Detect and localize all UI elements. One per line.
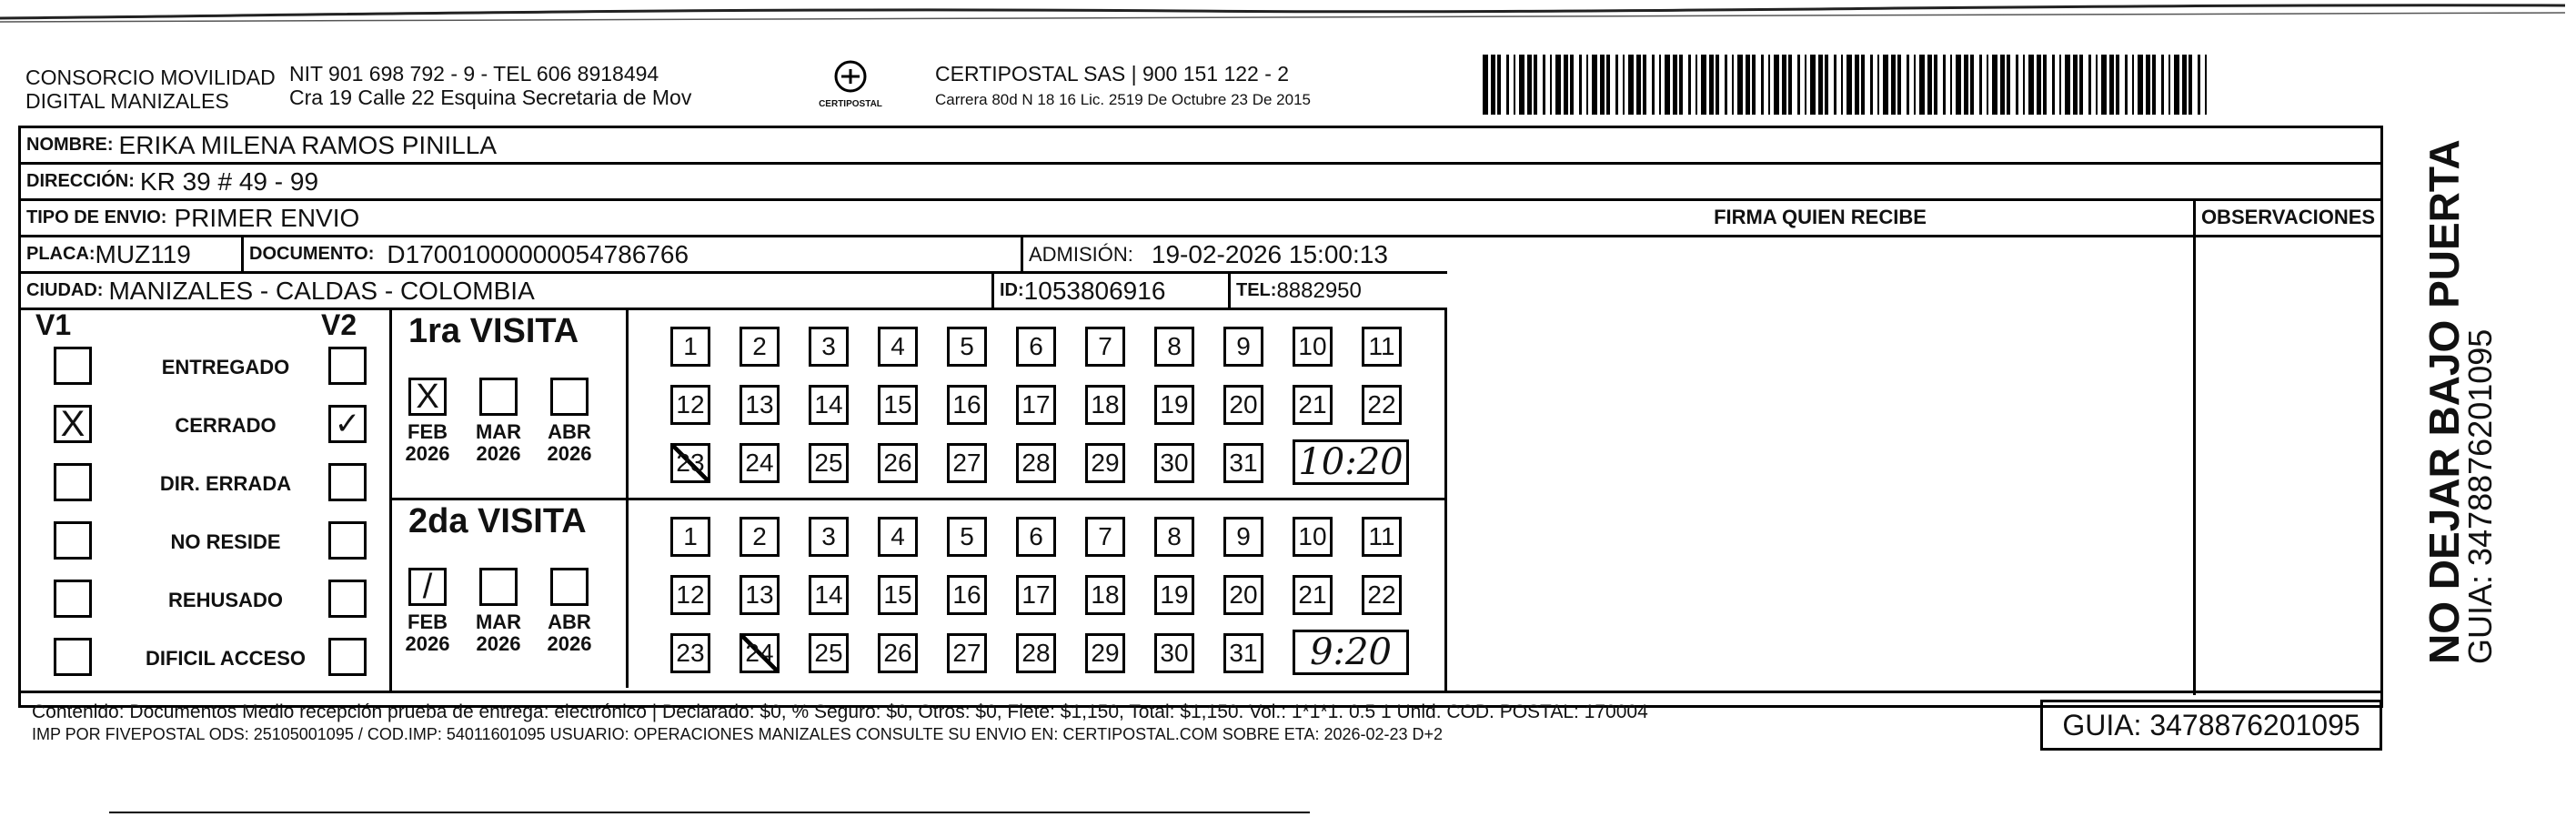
month-year: 2026 [476, 632, 521, 656]
address-row [21, 165, 2380, 201]
recipient-address: KR 39 # 49 - 99 [139, 166, 319, 196]
month-checkbox[interactable]: X [408, 378, 447, 416]
document-label: DOCUMENTO: [249, 244, 375, 264]
day-checkbox[interactable]: 12 [670, 385, 710, 425]
day-checkbox[interactable]: 1 [670, 517, 710, 557]
month-name: FEB [408, 420, 448, 443]
status-label: REHUSADO [168, 589, 283, 611]
courier-line-2: Carrera 80d N 18 16 Lic. 2519 De Octubre 23 De 2015 [935, 91, 1311, 109]
id-value: 1053806916 [1023, 276, 1166, 305]
visit-time: 10:20 [1293, 439, 1409, 485]
month-checkbox[interactable] [550, 378, 589, 416]
month-label [396, 421, 459, 465]
day-checkbox[interactable]: 16 [947, 575, 987, 615]
day-checkbox[interactable]: 5 [947, 327, 987, 367]
nit-line: NIT 901 698 792 - 9 - TEL 606 8918494 [289, 62, 659, 86]
admission-value: 19-02-2026 15:00:13 [1151, 239, 1388, 268]
v2-checkbox[interactable]: ✓ [328, 405, 367, 443]
day-checkbox[interactable]: 30 [1154, 633, 1194, 673]
day-checkbox[interactable]: 26 [878, 633, 918, 673]
day-checkbox[interactable]: 20 [1223, 575, 1263, 615]
v2-header: V2 [321, 308, 357, 341]
content-line: Contenido: Documentos Medio recepción prueba de entrega: electrónico | Declarado: $0, % Seguro: $0, Otros: $0, Flete: $1,150, Total: $1,150. Vol.: 1*1*1. 0.5 1 Unid. COD. POSTAL: 170004 [32, 701, 1648, 722]
month-checkbox[interactable]: / [408, 568, 447, 606]
status-label: DIR. ERRADA [159, 472, 292, 495]
day-checkbox[interactable]: 27 [947, 633, 987, 673]
v1-checkbox[interactable] [54, 638, 92, 676]
v2-checkbox[interactable] [328, 580, 367, 618]
visit-time: 9:20 [1293, 630, 1409, 675]
day-checkbox[interactable]: 21 [1293, 575, 1333, 615]
day-checkbox[interactable]: 13 [740, 575, 780, 615]
month-name: ABR [548, 420, 591, 443]
name-row [21, 128, 2380, 165]
month-year: 2026 [547, 632, 592, 656]
month-name: FEB [408, 610, 448, 633]
day-checkbox[interactable]: 28 [1016, 443, 1056, 483]
day-checkbox[interactable]: 10 [1293, 327, 1333, 367]
month-name: ABR [548, 610, 591, 633]
issuer-line-1: CONSORCIO MOVILIDAD [25, 66, 276, 89]
send-type-label: TIPO DE ENVIO: [26, 207, 167, 227]
status-label: CERRADO [175, 414, 277, 437]
day-checkbox[interactable]: 16 [947, 385, 987, 425]
visit-month-area [392, 310, 629, 498]
bottom-tear-line [109, 812, 1310, 813]
send-type-value: PRIMER ENVIO [174, 203, 360, 232]
v2-checkbox[interactable] [328, 463, 367, 501]
visit-title: 2da VISITA [408, 502, 587, 540]
day-checkbox[interactable]: 13 [740, 385, 780, 425]
month-label [467, 421, 530, 465]
day-checkbox[interactable]: 17 [1016, 575, 1056, 615]
month-year: 2026 [476, 442, 521, 466]
day-checkbox[interactable]: 23 [670, 633, 710, 673]
month-year: 2026 [405, 632, 450, 656]
v2-checkbox[interactable] [328, 521, 367, 560]
day-checkbox[interactable]: 6 [1016, 327, 1056, 367]
v1-checkbox[interactable] [54, 463, 92, 501]
name-label: NOMBRE: [26, 135, 114, 155]
side-vertical-text [2420, 139, 2499, 664]
city-value: MANIZALES - CALDAS - COLOMBIA [108, 276, 535, 305]
day-checkbox[interactable]: 31 [1223, 633, 1263, 673]
send-type-row [21, 201, 1447, 237]
day-checkbox[interactable]: 24 [740, 633, 780, 673]
day-checkbox[interactable]: 25 [809, 633, 849, 673]
month-label [467, 611, 530, 655]
month-checkbox[interactable] [479, 568, 518, 606]
status-label: ENTREGADO [161, 356, 290, 378]
status-label: DIFICIL ACCESO [145, 647, 306, 670]
day-checkbox[interactable]: 24 [740, 443, 780, 483]
day-checkbox[interactable]: 19 [1154, 575, 1194, 615]
day-checkbox[interactable]: 14 [809, 385, 849, 425]
day-checkbox[interactable]: 18 [1085, 385, 1125, 425]
v2-checkbox[interactable] [328, 347, 367, 385]
city-row [21, 274, 1447, 310]
city-label: CIUDAD: [26, 280, 104, 300]
month-name: MAR [475, 420, 522, 443]
status-label: NO RESIDE [170, 530, 281, 553]
guia-box: GUIA: 3478876201095 [2040, 700, 2382, 751]
day-checkbox[interactable]: 15 [878, 575, 918, 615]
day-checkbox[interactable]: 15 [878, 385, 918, 425]
courier-details [935, 62, 1311, 110]
day-checkbox[interactable]: 9 [1223, 327, 1263, 367]
day-checkbox[interactable]: 29 [1085, 443, 1125, 483]
day-checkbox[interactable]: 28 [1016, 633, 1056, 673]
v1-checkbox[interactable] [54, 347, 92, 385]
id-label: ID: [1000, 280, 1024, 300]
day-checkbox[interactable]: 26 [878, 443, 918, 483]
signature-column [1447, 199, 2196, 695]
day-checkbox[interactable]: 5 [947, 517, 987, 557]
day-checkbox[interactable]: 11 [1362, 327, 1402, 367]
day-checkbox[interactable]: 1 [670, 327, 710, 367]
issuer-line-2: DIGITAL MANIZALES [25, 89, 229, 114]
top-tear-line [0, 2, 2565, 25]
day-checkbox[interactable]: 22 [1362, 385, 1402, 425]
day-checkbox[interactable]: 20 [1223, 385, 1263, 425]
issuer-name [25, 66, 276, 114]
courier-line-1: CERTIPOSTAL SAS | 900 151 122 - 2 [935, 62, 1290, 86]
plate-label: PLACA: [26, 244, 96, 264]
plate-row [21, 237, 1447, 274]
visit-block [392, 500, 1447, 691]
v2-checkbox[interactable] [328, 638, 367, 676]
day-checkbox[interactable]: 29 [1085, 633, 1125, 673]
v1-header: V1 [35, 308, 72, 341]
day-checkbox[interactable]: 31 [1223, 443, 1263, 483]
address-label: DIRECCIÓN: [26, 171, 135, 191]
day-checkbox[interactable]: 19 [1154, 385, 1194, 425]
delivery-form [18, 126, 2383, 743]
day-checkbox[interactable]: 22 [1362, 575, 1402, 615]
day-checkbox[interactable]: 3 [809, 327, 849, 367]
tracking-barcode [1483, 55, 2210, 115]
issuer-details [289, 62, 691, 110]
day-checkbox[interactable]: 11 [1362, 517, 1402, 557]
visit-block [392, 310, 1447, 500]
signature-header: FIRMA QUIEN RECIBE [1447, 199, 2193, 237]
v1-checkbox[interactable] [54, 521, 92, 560]
tel-label: TEL: [1236, 280, 1277, 300]
day-checkbox[interactable]: 7 [1085, 517, 1125, 557]
month-label [396, 611, 459, 655]
day-checkbox[interactable]: 8 [1154, 517, 1194, 557]
day-checkbox[interactable]: 18 [1085, 575, 1125, 615]
day-checkbox[interactable]: 25 [809, 443, 849, 483]
v1-checkbox[interactable]: X [54, 405, 92, 443]
no-dejar-warning: NO DEJAR BAJO PUERTA [2420, 139, 2468, 664]
month-name: MAR [475, 610, 522, 633]
visit-month-area [392, 500, 629, 688]
day-checkbox[interactable]: 12 [670, 575, 710, 615]
admission-label: ADMISIÓN: [1029, 242, 1133, 266]
issuer-address-line: Cra 19 Calle 22 Esquina Secretaria de Mov [289, 86, 692, 110]
imp-line: IMP POR FIVEPOSTAL ODS: 25105001095 / COD.IMP: 54011601095 USUARIO: OPERACIONES MANIZALES CONSULTE SU ENVIO EN: CERTIPOSTAL.COM SOBRE ETA: 2026-02-23 D+2 [32, 725, 1444, 743]
day-checkbox[interactable]: 4 [878, 327, 918, 367]
month-year: 2026 [405, 442, 450, 466]
month-label [538, 421, 601, 465]
day-checkbox[interactable]: 8 [1154, 327, 1194, 367]
v1-checkbox[interactable] [54, 580, 92, 618]
day-checkbox[interactable]: 4 [878, 517, 918, 557]
day-checkbox[interactable]: 27 [947, 443, 987, 483]
side-guia: GUIA: 3478876201095 [2461, 328, 2499, 664]
day-checkbox[interactable]: 2 [740, 327, 780, 367]
document-value: D17001000000054786766 [387, 239, 689, 268]
day-checkbox[interactable]: 17 [1016, 385, 1056, 425]
day-checkbox[interactable]: 9 [1223, 517, 1263, 557]
month-label [538, 611, 601, 655]
month-checkbox[interactable] [550, 568, 589, 606]
day-checkbox[interactable]: 14 [809, 575, 849, 615]
day-checkbox[interactable]: 6 [1016, 517, 1056, 557]
day-checkbox[interactable]: 23 [670, 443, 710, 483]
day-checkbox[interactable]: 3 [809, 517, 849, 557]
observations-header: OBSERVACIONES [2196, 199, 2380, 237]
emblem-caption: CERTIPOSTAL [819, 99, 882, 109]
status-area [21, 310, 1447, 691]
visit-title: 1ra VISITA [408, 312, 579, 350]
recipient-name: ERIKA MILENA RAMOS PINILLA [118, 130, 498, 159]
footer-divider [21, 691, 2380, 693]
plate-value: MUZ119 [95, 239, 191, 268]
day-checkbox[interactable]: 2 [740, 517, 780, 557]
day-checkbox[interactable]: 10 [1293, 517, 1333, 557]
tel-value: 8882950 [1276, 277, 1362, 303]
month-year: 2026 [547, 442, 592, 466]
day-checkbox[interactable]: 30 [1154, 443, 1194, 483]
day-checkbox[interactable]: 21 [1293, 385, 1333, 425]
observations-column [2196, 199, 2380, 695]
month-checkbox[interactable] [479, 378, 518, 416]
certipostal-emblem-icon [814, 58, 887, 113]
day-checkbox[interactable]: 7 [1085, 327, 1125, 367]
status-checklist [21, 310, 392, 691]
